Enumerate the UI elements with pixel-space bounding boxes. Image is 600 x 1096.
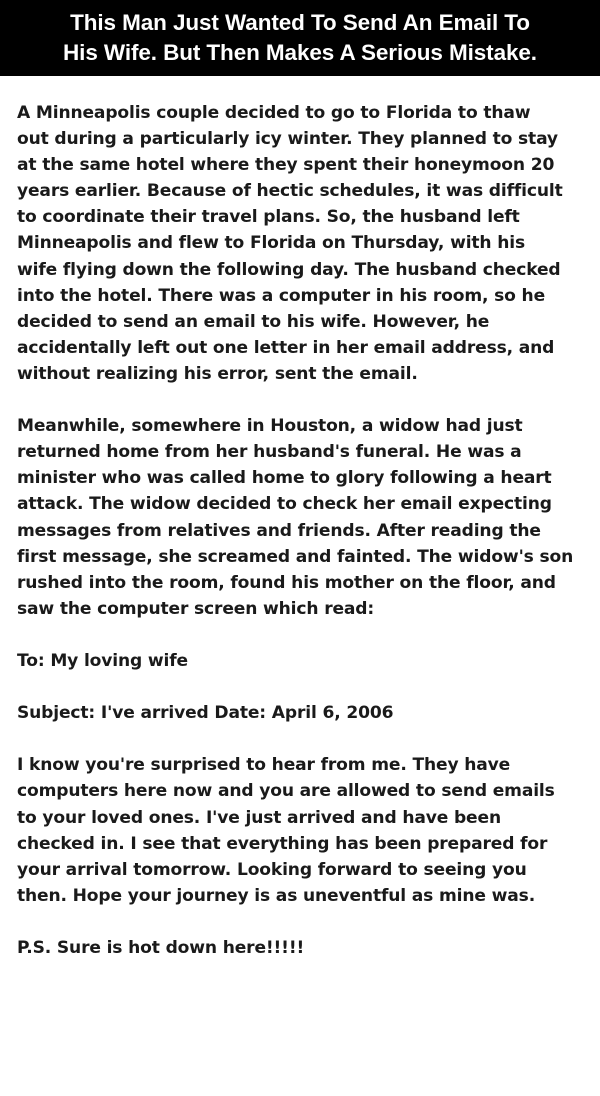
text-line: returned home from her husband's funeral. He was a (17, 442, 522, 463)
text-line: accidentally left out one letter in her email address, and (17, 337, 555, 358)
email-body (17, 752, 597, 909)
email-subject-line (17, 700, 597, 726)
text-line: then. Hope your journey is as uneventful as mine was. (17, 885, 536, 906)
paragraph-intro (17, 100, 597, 387)
text-line: without realizing his error, sent the email. (17, 363, 418, 384)
paragraph-gap (17, 622, 597, 648)
text-line: saw the computer screen which read: (17, 598, 375, 619)
text-line: Minneapolis and flew to Florida on Thursday, with his (17, 233, 526, 254)
paragraph-gap (17, 909, 597, 935)
paragraph-gap (17, 726, 597, 752)
paragraph-gap (17, 387, 597, 413)
text-line: I know you're surprised to hear from me. They have (17, 755, 511, 776)
text-line: decided to send an email to his wife. However, he (17, 311, 490, 332)
text-line: out during a particularly icy winter. They planned to stay (17, 129, 558, 150)
text-line: wife flying down the following day. The husband checked (17, 259, 561, 280)
text-line: Meanwhile, somewhere in Houston, a widow had just (17, 416, 523, 437)
text-line: A Minneapolis couple decided to go to Florida to thaw (17, 103, 531, 123)
title-banner (0, 0, 600, 76)
text-line: years earlier. Because of hectic schedules, it was difficult (17, 181, 563, 202)
text-line: minister who was called home to glory following a heart (17, 468, 552, 489)
paragraph-houston (17, 413, 597, 622)
text-line: into the hotel. There was a computer in his room, so he (17, 285, 546, 306)
title-line-1: This Man Just Wanted To Send An Email To (70, 10, 530, 35)
email-postscript (17, 935, 597, 961)
text-line: rushed into the room, found his mother on the floor, and (17, 572, 556, 593)
title-line-2: His Wife. But Then Makes A Serious Mistake. (63, 40, 537, 65)
text-line: P.S. Sure is hot down here!!!!! (17, 938, 305, 958)
text-line: at the same hotel where they spent their honeymoon 20 (17, 155, 555, 176)
paragraph-gap (17, 674, 597, 700)
text-line: to coordinate their travel plans. So, the husband left (17, 207, 520, 228)
text-line: attack. The widow decided to check her email expecting (17, 494, 552, 515)
text-line: To: My loving wife (17, 650, 188, 671)
text-line: first message, she screamed and fainted. The widow's son (17, 546, 574, 567)
text-line: to your loved ones. I've just arrived and have been (17, 807, 501, 828)
text-line: checked in. I see that everything has been prepared for (17, 833, 548, 854)
text-line: your arrival tomorrow. Looking forward to seeing you (17, 859, 527, 880)
text-line: Subject: I've arrived Date: April 6, 2006 (17, 703, 394, 724)
story-body (17, 100, 597, 961)
text-line: messages from relatives and friends. After reading the (17, 520, 541, 541)
text-line: computers here now and you are allowed to send emails (17, 781, 555, 802)
email-to-line (17, 648, 597, 674)
